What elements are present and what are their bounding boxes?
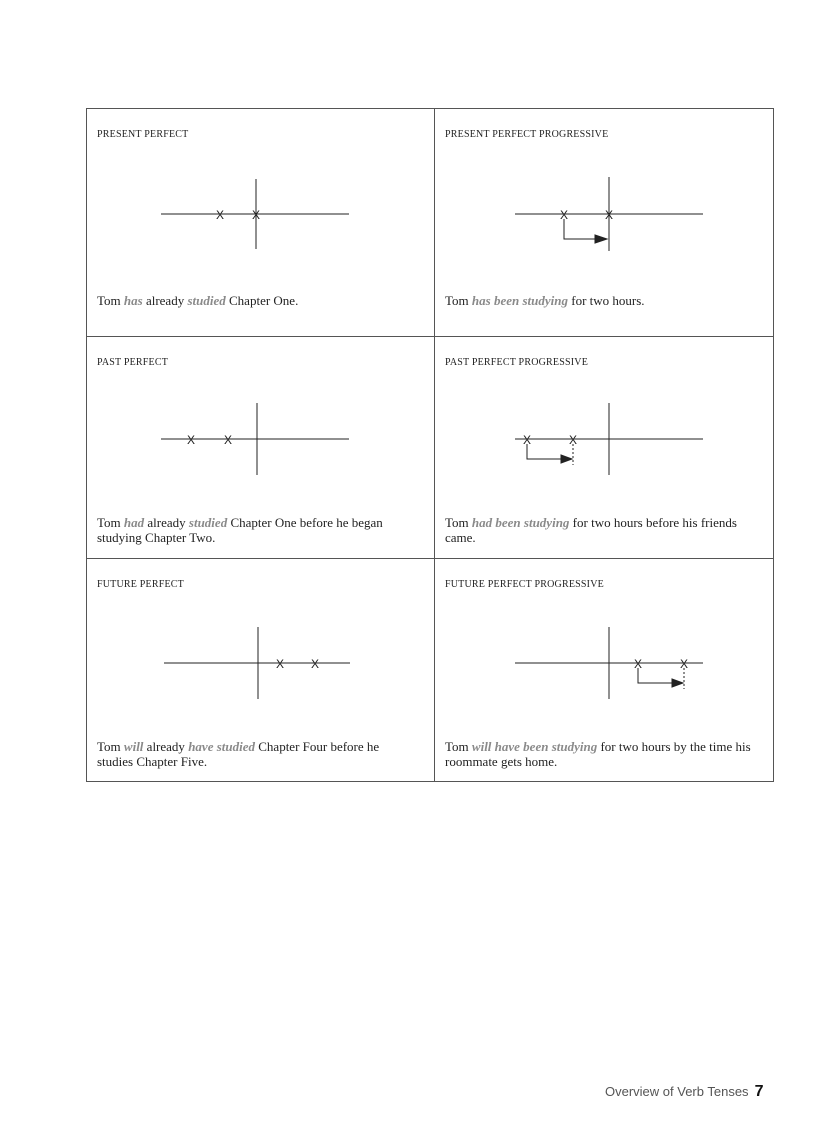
event-mark: X [568,433,578,447]
verb-tense-table [86,108,774,782]
arrowhead [672,679,683,687]
example-sentence: Tom had been studying for two hours before his friends came. [445,515,737,545]
page-footer [605,1083,763,1101]
event-mark: X [223,433,233,447]
panel-future-perfect [87,559,435,781]
panel-label: PRESENT PERFECT [97,129,189,140]
event-mark: X [559,208,569,222]
panel-present-perfect [87,109,435,336]
event-mark: X [215,208,225,222]
panel-present-perfect-progressive [435,109,773,336]
panel-label: PAST PERFECT PROGRESSIVE [445,357,588,368]
event-mark: X [186,433,196,447]
section-title: Overview of Verb Tenses [605,1084,749,1099]
event-mark: X [604,208,614,222]
event-mark: X [633,657,643,671]
example-sentence: Tom will already have studied Chapter Four before he studies Chapter Five. [97,739,380,769]
event-mark: X [310,657,320,671]
panel-past-perfect [87,337,435,558]
example-sentence: Tom will have been studying for two hours by the time his roommate gets home. [445,739,751,769]
event-mark: X [522,433,532,447]
event-mark: X [679,657,689,671]
panel-label: PAST PERFECT [97,357,169,368]
example-sentence: Tom had already studied Chapter One before he began studying Chapter Two. [97,515,383,545]
panel-label: FUTURE PERFECT [97,579,184,590]
panel-label: FUTURE PERFECT PROGRESSIVE [445,579,604,590]
table-row [87,558,773,781]
page-number: 7 [754,1083,764,1100]
event-mark: X [251,208,261,222]
table-row [87,109,773,336]
panel-past-perfect-progressive [435,337,773,558]
arrowhead [595,235,607,243]
panel-future-perfect-progressive [435,559,773,781]
example-sentence: Tom has already studied Chapter One. [97,293,299,308]
event-mark: X [275,657,285,671]
panel-label: PRESENT PERFECT PROGRESSIVE [445,129,609,140]
example-sentence: Tom has been studying for two hours. [445,293,645,308]
table-row [87,336,773,558]
arrowhead [561,455,572,463]
